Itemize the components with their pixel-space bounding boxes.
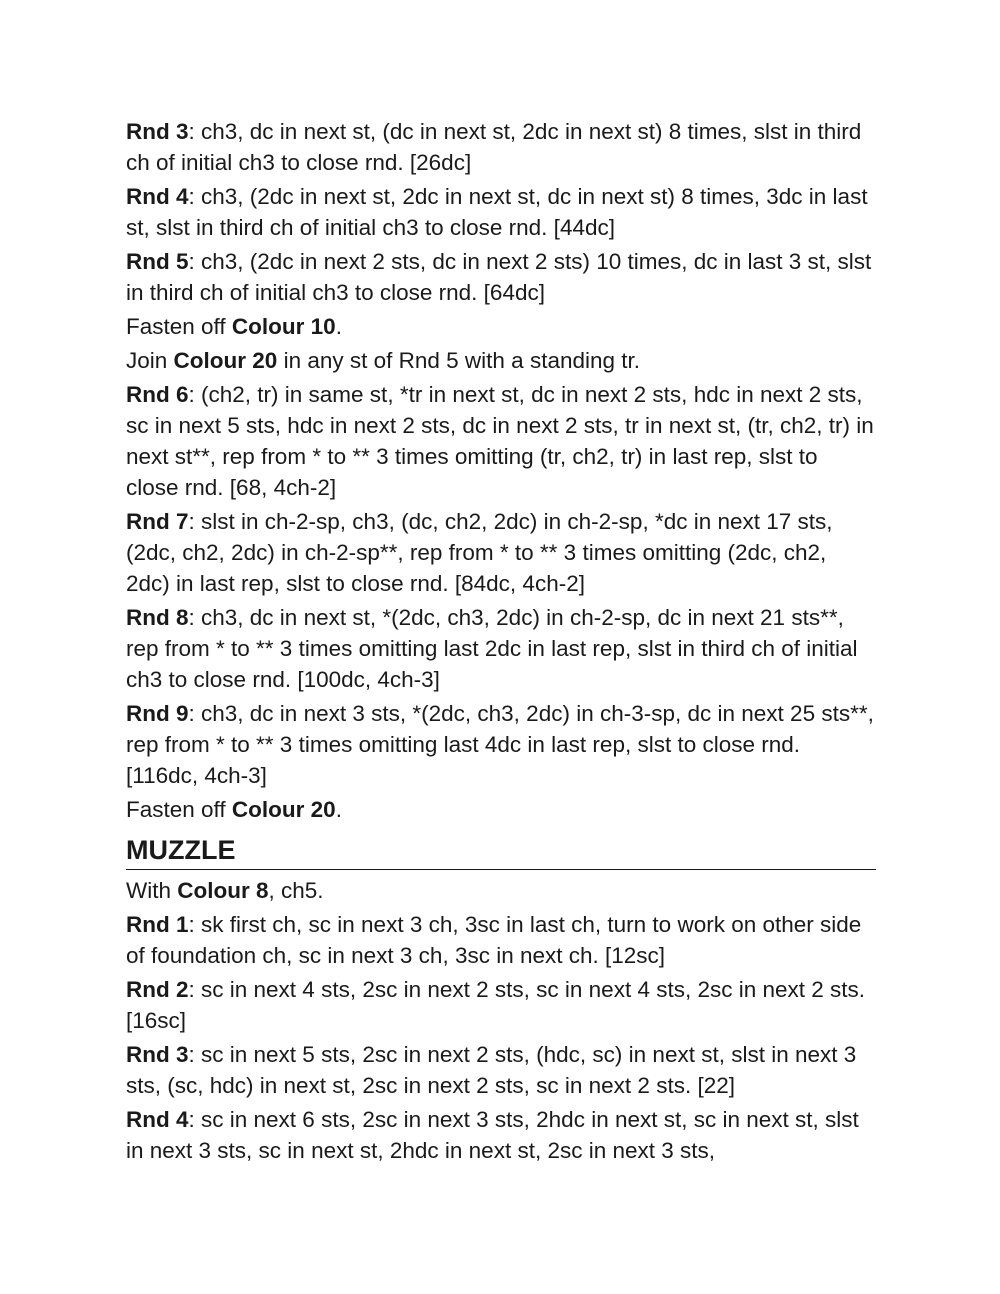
document-page (126, 116, 876, 1169)
instruction-paragraph (126, 506, 876, 599)
instruction-paragraph (126, 181, 876, 243)
section-heading-muzzle: MUZZLE (126, 833, 876, 870)
paragraph-text: : slst in ch-2-sp, ch3, (dc, ch2, 2dc) in ch-2-sp, *dc in next 17 sts, (2dc, ch2, 2dc) in ch-2-sp**, rep from * to ** 3 times omitting (2dc, ch2, 2dc) in last rep, slst to close rnd. [84dc, 4ch-2] (126, 509, 833, 596)
instruction-paragraph (126, 698, 876, 791)
bold-label: Rnd 9 (126, 701, 189, 726)
bold-label: Rnd 2 (126, 977, 189, 1002)
instruction-paragraph (126, 1039, 876, 1101)
bold-label: Rnd 3 (126, 119, 189, 144)
instruction-paragraph (126, 794, 876, 825)
paragraph-prefix: Fasten off (126, 797, 232, 822)
paragraph-prefix: Fasten off (126, 314, 232, 339)
paragraph-prefix: Join (126, 348, 174, 373)
paragraph-text: : ch3, dc in next 3 sts, *(2dc, ch3, 2dc) in ch-3-sp, dc in next 25 sts**, rep from * to ** 3 times omitting last 4dc in last rep, slst to close rnd. [116dc, 4ch-3] (126, 701, 874, 788)
instruction-paragraph (126, 246, 876, 308)
instruction-paragraph (126, 602, 876, 695)
muzzle-instructions (126, 875, 876, 1166)
paragraph-text: : sc in next 5 sts, 2sc in next 2 sts, (hdc, sc) in next st, slst in next 3 sts, (sc, hdc) in next st, 2sc in next 2 sts, sc in next 2 sts. [22] (126, 1042, 857, 1098)
instruction-paragraph (126, 1104, 876, 1166)
paragraph-text: in any st of Rnd 5 with a standing tr. (277, 348, 641, 373)
instruction-paragraph (126, 116, 876, 178)
bold-label: Rnd 5 (126, 249, 189, 274)
paragraph-text: : ch3, (2dc in next 2 sts, dc in next 2 sts) 10 times, dc in last 3 st, slst in third ch of initial ch3 to close rnd. [64dc] (126, 249, 872, 305)
paragraph-text: : sc in next 6 sts, 2sc in next 3 sts, 2hdc in next st, sc in next st, slst in next 3 sts, sc in next st, 2hdc in next st, 2sc in next 3 sts, (126, 1107, 859, 1163)
instruction-paragraph (126, 379, 876, 503)
bold-label: Rnd 3 (126, 1042, 189, 1067)
pattern-instructions (126, 116, 876, 825)
paragraph-text: : ch3, dc in next st, (dc in next st, 2dc in next st) 8 times, slst in third ch of initial ch3 to close rnd. [26dc] (126, 119, 862, 175)
paragraph-text: : ch3, (2dc in next st, 2dc in next st, dc in next st) 8 times, 3dc in last st, slst in third ch of initial ch3 to close rnd. [44dc] (126, 184, 868, 240)
instruction-paragraph (126, 875, 876, 906)
bold-label: Rnd 1 (126, 912, 189, 937)
paragraph-text: : ch3, dc in next st, *(2dc, ch3, 2dc) in ch-2-sp, dc in next 21 sts**, rep from * to ** 3 times omitting last 2dc in last rep, slst in third ch of initial ch3 to close rnd. [100dc, 4ch-3] (126, 605, 858, 692)
bold-label: Rnd 4 (126, 1107, 189, 1132)
bold-label: Colour 20 (231, 797, 336, 822)
paragraph-text: . (335, 797, 342, 822)
bold-label: Colour 8 (177, 878, 269, 903)
bold-label: Colour 20 (173, 348, 278, 373)
instruction-paragraph (126, 345, 876, 376)
paragraph-text: : sc in next 4 sts, 2sc in next 2 sts, sc in next 4 sts, 2sc in next 2 sts. [16sc] (126, 977, 866, 1033)
paragraph-text: : (ch2, tr) in same st, *tr in next st, dc in next 2 sts, hdc in next 2 sts, sc in next 5 sts, hdc in next 2 sts, dc in next 2 sts, tr in next st, (tr, ch2, tr) in next st**, rep from * to ** 3 times omitting (tr, ch2, tr) in last rep, slst to close rnd. [68, 4ch-2] (126, 382, 874, 500)
paragraph-text: . (335, 314, 342, 339)
paragraph-prefix: With (126, 878, 178, 903)
instruction-paragraph (126, 909, 876, 971)
instruction-paragraph (126, 311, 876, 342)
paragraph-text: , ch5. (268, 878, 324, 903)
bold-label: Colour 10 (231, 314, 336, 339)
bold-label: Rnd 8 (126, 605, 189, 630)
bold-label: Rnd 6 (126, 382, 189, 407)
bold-label: Rnd 7 (126, 509, 189, 534)
paragraph-text: : sk first ch, sc in next 3 ch, 3sc in last ch, turn to work on other side of foundation ch, sc in next 3 ch, 3sc in next ch. [12sc] (126, 912, 862, 968)
instruction-paragraph (126, 974, 876, 1036)
bold-label: Rnd 4 (126, 184, 189, 209)
